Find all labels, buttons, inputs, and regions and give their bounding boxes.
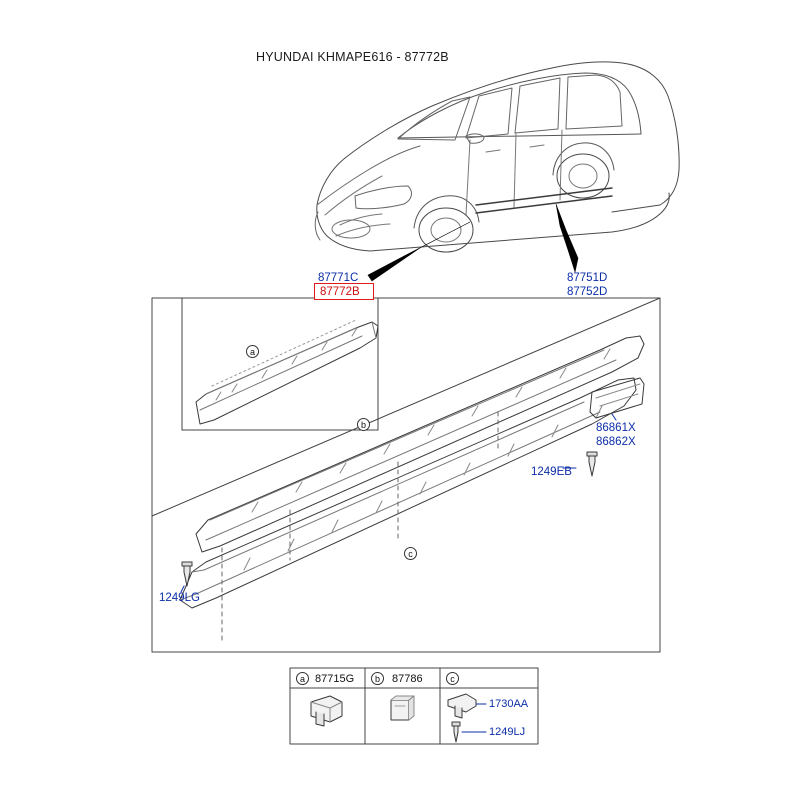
legend-marker-a: a bbox=[296, 672, 309, 685]
legend-icon-87786 bbox=[391, 696, 414, 720]
legend-marker-b: b bbox=[371, 672, 384, 685]
page-title: HYUNDAI KHMAPE616 - 87772B bbox=[256, 50, 449, 64]
panel-bc-box bbox=[152, 298, 660, 652]
callout-86861X: 86861X bbox=[596, 422, 636, 434]
callout-1249EB: 1249EB bbox=[531, 466, 572, 478]
legend-part-1249LJ: 1249LJ bbox=[489, 726, 526, 738]
legend-icon-1730AA bbox=[448, 694, 486, 718]
legend-icon-1249LJ bbox=[452, 722, 486, 742]
item-marker-a: a bbox=[246, 345, 259, 358]
callout-86862X: 86862X bbox=[596, 436, 636, 448]
panel-a-box bbox=[182, 298, 378, 430]
legend-part-1730AA: 1730AA bbox=[489, 698, 529, 710]
item-marker-c: c bbox=[404, 547, 417, 560]
legend-icon-87715G bbox=[311, 696, 342, 726]
callout-87771C: 87771C bbox=[318, 272, 359, 284]
item-marker-b: b bbox=[357, 418, 370, 431]
callout-1249LG: 1249LG bbox=[159, 592, 200, 604]
legend-part-87715G: 87715G bbox=[315, 673, 355, 685]
callout-87772B: 87772B bbox=[320, 286, 360, 298]
car-illustration bbox=[315, 62, 679, 252]
callout-87751D: 87751D bbox=[567, 272, 608, 284]
legend-part-87786: 87786 bbox=[392, 673, 423, 685]
legend-marker-c: c bbox=[446, 672, 459, 685]
callout-87752D: 87752D bbox=[567, 286, 608, 298]
